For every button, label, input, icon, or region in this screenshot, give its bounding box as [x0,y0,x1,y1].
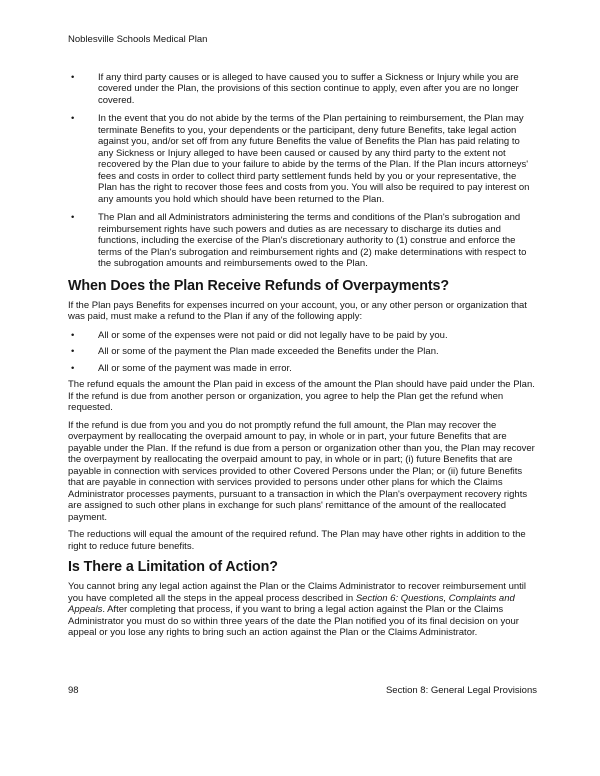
bullet-list-item [68,72,537,107]
bullet-item-text: All or some of the expenses were not paid or did not legally have to be paid by you. [98,329,448,341]
limitation-paragraph [68,581,537,639]
bullet-marker-icon: • [71,71,75,83]
bullet-marker-icon: • [71,362,75,374]
bullet-list-item [68,212,537,270]
refund-conditions-bullet-list [68,330,537,375]
bullet-marker-icon: • [71,329,75,341]
bullet-item-text: The Plan and all Administrators administering the terms and conditions of the Plan's subrogation and reimbursement rights have such powers and duties as are necessary to discharge its duties and functions, including the exercise of the Plan's discretionary authority to (1) construe and enforce the terms of the Plan's subrogation and reimbursement rights and (2) make determinations with respect to the subrogation amounts and reimbursements owed to the Plan. [98,212,527,269]
bullet-list-item [68,113,537,205]
bullet-item-text: All or some of the payment was made in error. [98,362,292,374]
bullet-list-item [68,363,537,375]
bullet-list-item [68,330,537,342]
document-footer [68,685,537,697]
limitation-text-after-reference: . After completing that process, if you want to bring a legal action against the Plan or the Claims Administrator you must do so within three years of the date the Plan notified you of its final decision on your appeal or you lose any rights to bring such an action against the Plan or the Claims Administrator. [68,604,519,638]
refunds-intro-paragraph: If the Plan pays Benefits for expenses incurred on your account, you, or any other person or organization that was paid, must make a refund to the Plan if any of the following apply: [68,299,527,322]
refund-equals-paragraph: The refund equals the amount the Plan paid in excess of the amount the Plan should have paid under the Plan. If the refund is due from another person or organization, you agree to help the Plan get the refund when requested. [68,379,535,413]
limitation-text-before-reference: You cannot bring any legal action against the Plan or the Claims Administrator to recover reimbursement until you have completed all the steps in the appeal process described in [68,581,527,604]
page-number: 98 [68,685,79,696]
bullet-item-text: All or some of the payment the Plan made exceeded the Benefits under the Plan. [98,346,439,357]
limitation-section-heading: Is There a Limitation of Action? [68,559,278,575]
bullet-marker-icon: • [71,346,75,357]
bullet-list-item [68,346,537,358]
document-header-title: Noblesville Schools Medical Plan [68,34,208,45]
section-6-reference: Section 6: Questions, Complaints and Appeals [68,592,515,615]
subrogation-bullet-list [68,72,537,270]
overpayment-recovery-paragraph: If the refund is due from you and you do not promptly refund the full amount, the Plan may recover the overpayment by reallocating the overpaid amount to pay, in whole or in part, your future Benefits that are payable under the Plan. If the refund is due from a person or organization other than you, the Plan may recover the overpayment by reallocating the overpaid amount to pay, in whole or in part; (i) future Benefits that are payable in connection with services provided to other Covered Persons under the Plan; or (ii) future Benefits that are payable in connection with services provided to persons under other plans for which the Claims Administrator processes payments, pursuant to a transaction in which the Plan's overpayment recovery rights are assigned to such other plans in exchange for such plans' remittance of the amount of the reallocated payment. [68,419,535,523]
bullet-item-text: In the event that you do not abide by the terms of the Plan pertaining to reimbursement, the Plan may terminate Benefits to you, your dependents or the participant, deny future Benefits, take legal action against you, and/or set off from any future Benefits the value of Benefits the Plan has paid relating to any Sickness or Injury alleged to have been caused or caused by any third party to the extent not recovered by the Plan due to your failure to abide by the terms of the Plan. If the Plan incurs attorneys' fees and costs in order to collect third party settlement funds held by you or your representative, the Plan has the right to recover those fees and costs from you. You will also be required to pay interest on any amounts you hold which should have been returned to the Plan. [98,113,530,205]
footer-section-label: Section 8: General Legal Provisions [385,685,537,696]
refunds-section-heading: When Does the Plan Receive Refunds of Overpayments? [68,277,450,294]
bullet-item-text: If any third party causes or is alleged to have caused you to suffer a Sickness or Injury while you are covered under the Plan, the provisions of this section continue to apply, even after you are no longer covered. [98,71,519,106]
page-content [68,0,537,645]
reductions-paragraph: The reductions will equal the amount of the required refund. The Plan may have other rights in addition to the right to reduce future benefits. [68,529,526,552]
bullet-marker-icon: • [71,212,75,223]
bullet-marker-icon: • [71,113,75,124]
